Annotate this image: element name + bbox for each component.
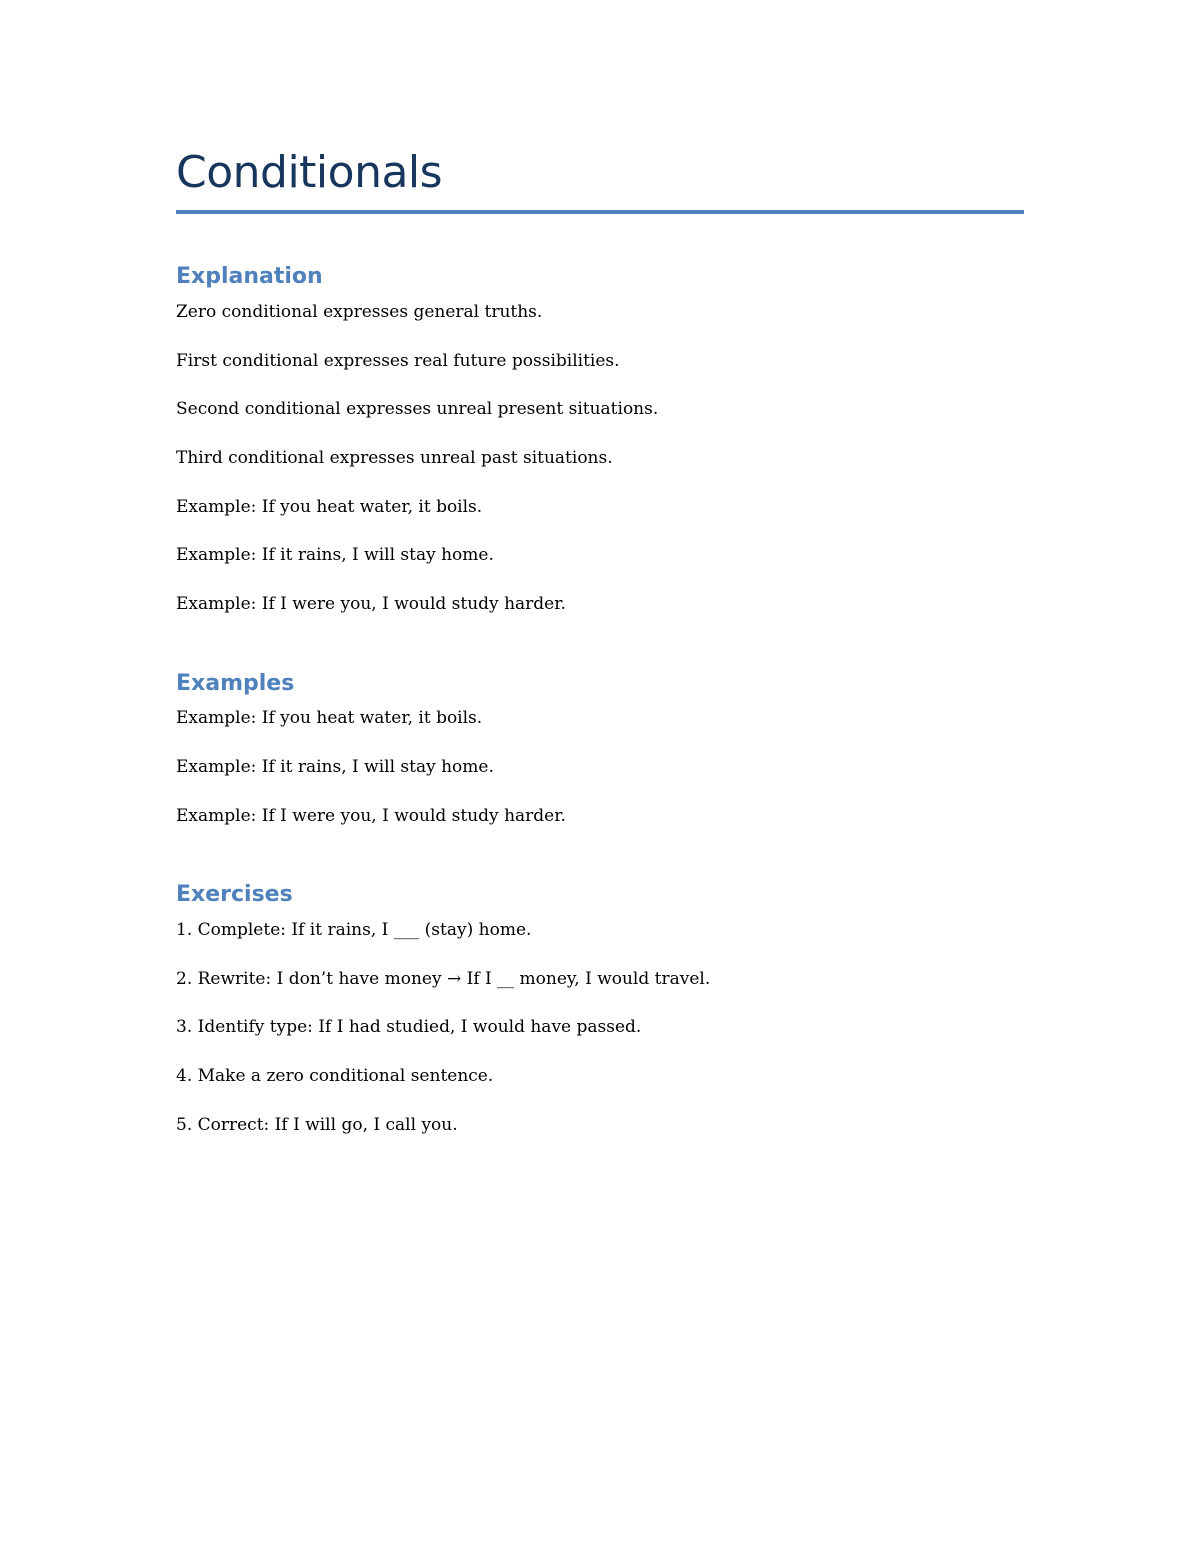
heading-exercises: Exercises	[176, 882, 293, 907]
exercise-item-2: 2. Rewrite: I don’t have money → If I __ money, I would travel.	[176, 969, 711, 989]
document-title: Conditionals	[176, 147, 443, 198]
exercise-item-1: 1. Complete: If it rains, I ___ (stay) home.	[176, 920, 532, 940]
explanation-line-7: Example: If I were you, I would study harder.	[176, 594, 566, 614]
explanation-line-5: Example: If you heat water, it boils.	[176, 497, 483, 517]
explanation-line-2: First conditional expresses real future possibilities.	[176, 351, 620, 371]
examples-line-2: Example: If it rains, I will stay home.	[176, 757, 494, 777]
explanation-line-4: Third conditional expresses unreal past situations.	[176, 448, 613, 468]
explanation-line-6: Example: If it rains, I will stay home.	[176, 545, 494, 565]
examples-line-1: Example: If you heat water, it boils.	[176, 708, 483, 728]
title-underline-rule	[176, 210, 1024, 214]
heading-explanation: Explanation	[176, 264, 323, 289]
examples-line-3: Example: If I were you, I would study harder.	[176, 806, 566, 826]
explanation-line-3: Second conditional expresses unreal present situations.	[176, 399, 659, 419]
explanation-line-1: Zero conditional expresses general truths.	[176, 302, 543, 322]
exercise-item-5: 5. Correct: If I will go, I call you.	[176, 1115, 458, 1135]
exercise-item-3: 3. Identify type: If I had studied, I would have passed.	[176, 1017, 642, 1037]
heading-examples: Examples	[176, 671, 295, 696]
exercise-item-4: 4. Make a zero conditional sentence.	[176, 1066, 494, 1086]
